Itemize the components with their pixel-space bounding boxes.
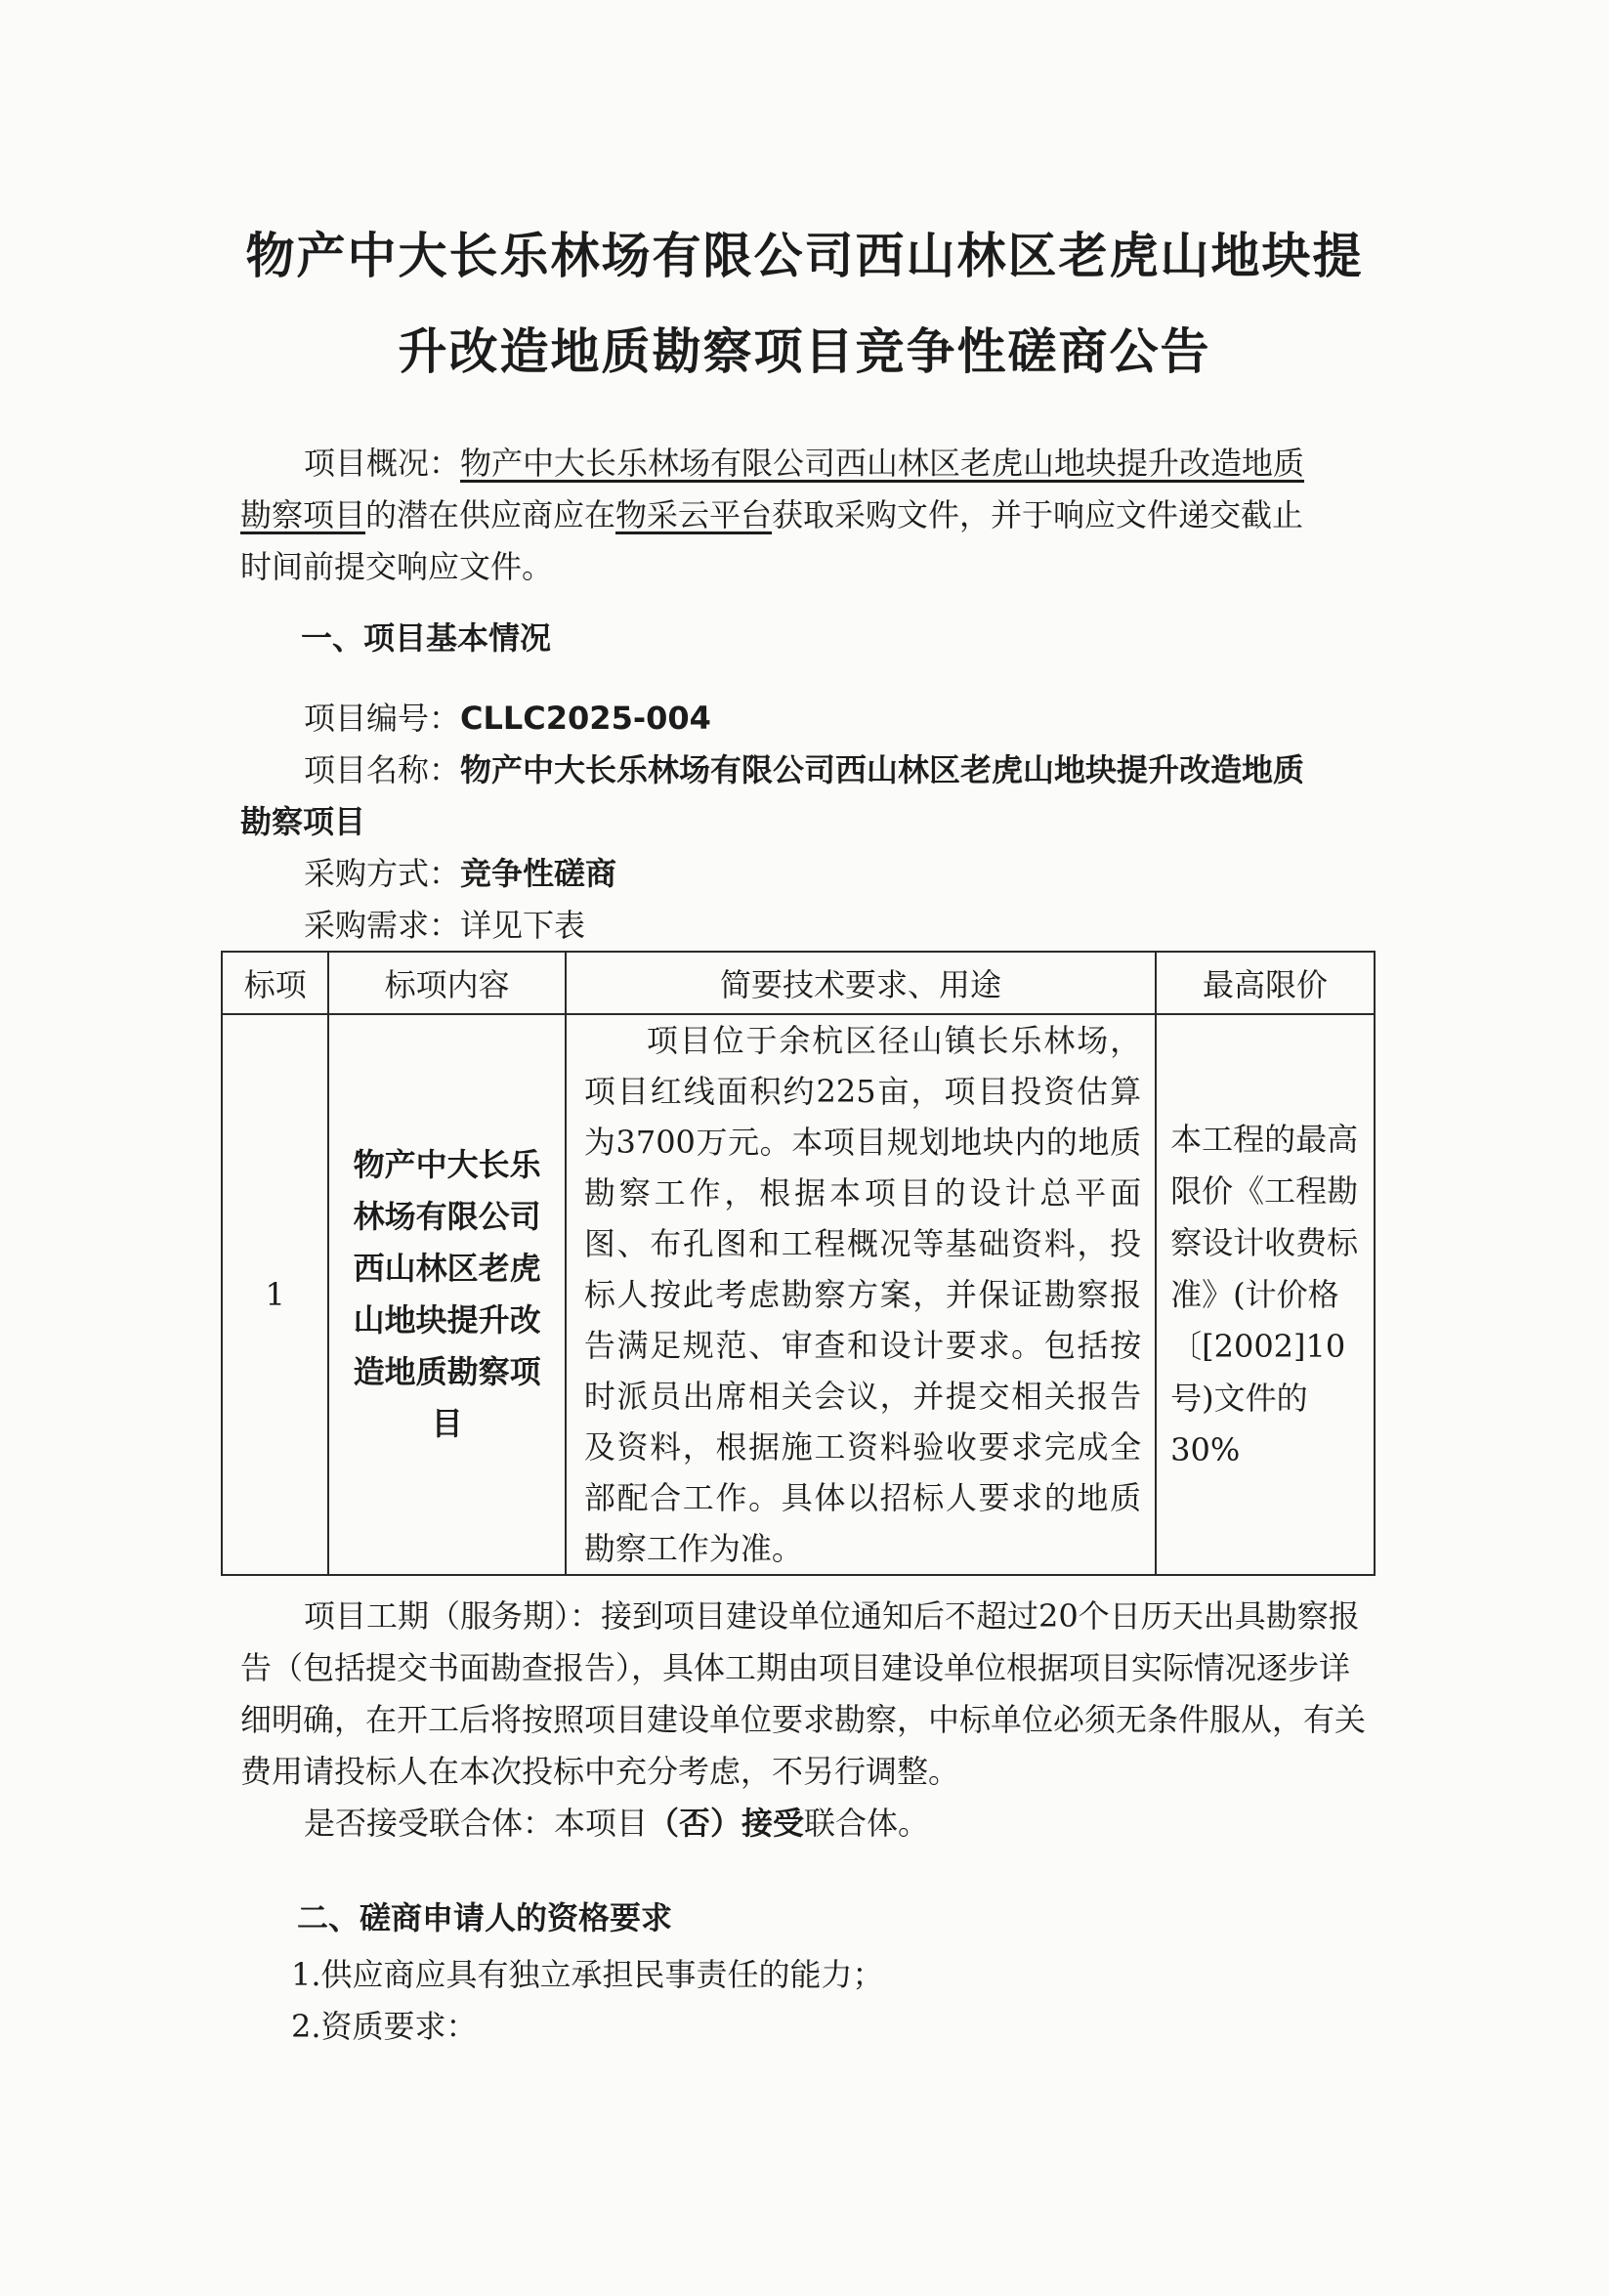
table-header-requirements: 简要技术要求、用途 bbox=[566, 952, 1156, 1014]
lot-content-line: 物产中大长乐 bbox=[353, 1146, 541, 1183]
table-header-content: 标项内容 bbox=[328, 952, 566, 1014]
lot-content bbox=[328, 1014, 566, 1575]
consortium-answer: （否）接受 bbox=[648, 1805, 805, 1842]
table-row bbox=[222, 1014, 1375, 1575]
procurement-demand bbox=[304, 900, 1437, 952]
project-number-value: CLLC2025-004 bbox=[460, 700, 711, 737]
consortium-prefix: 是否接受联合体：本项目 bbox=[304, 1805, 649, 1842]
lot-requirements: 项目位于余杭区径山镇长乐林场，项目红线面积约225亩，项目投资估算为3700万元。本项目规划地块内的地质勘察工作，根据本项目的设计总平面图、布孔图和工程概况等基础资料，投标人按此考虑勘察方案，并保证勘察报告满足规范、审查和设计要求。包括按时派员出席相关会议，并提交相关报告及资料，根据施工资料验收要求完成全部配合工作。具体以招标人要求的地质勘察工作为准。 bbox=[566, 1014, 1156, 1575]
overview-project-link: 物产中大长乐林场有限公司西山林区老虎山地块提升改造地质 bbox=[460, 445, 1305, 482]
procurement-table bbox=[221, 951, 1376, 1576]
project-number bbox=[304, 693, 1437, 744]
project-name-label: 项目名称： bbox=[304, 751, 461, 788]
project-name-value: 物产中大长乐林场有限公司西山林区老虎山地块提升改造地质 bbox=[460, 751, 1305, 788]
service-period-line-2: 告（包括提交书面勘查报告），具体工期由项目建设单位根据项目实际情况逐步详 bbox=[240, 1649, 1351, 1686]
overview-project-link-cont: 勘察项目 bbox=[240, 496, 366, 533]
lot-content-line: 西山林区老虎 bbox=[353, 1250, 541, 1287]
lot-content-line: 林场有限公司 bbox=[353, 1198, 541, 1235]
section-2-heading: 二、磋商申请人的资格要求 bbox=[297, 1899, 673, 1936]
consortium bbox=[304, 1798, 1437, 1850]
overview-line-2 bbox=[240, 489, 1374, 541]
table-header-lot: 标项 bbox=[222, 952, 328, 1014]
overview-text-1: 的潜在供应商应在 bbox=[365, 496, 616, 533]
consortium-suffix: 联合体。 bbox=[804, 1805, 930, 1842]
procurement-method bbox=[304, 848, 1437, 900]
document-title-line-1: 物产中大长乐林场有限公司西山林区老虎山地块提 bbox=[245, 228, 1364, 284]
procurement-demand-value: 详见下表 bbox=[460, 907, 586, 944]
project-name-cont: 勘察项目 bbox=[240, 803, 366, 840]
procurement-demand-label: 采购需求： bbox=[304, 907, 461, 944]
lot-number: 1 bbox=[222, 1014, 328, 1575]
lot-content-line: 造地质勘察项 bbox=[353, 1353, 541, 1390]
overview-label: 项目概况： bbox=[304, 445, 461, 482]
service-period-line-1: 项目工期（服务期）：接到项目建设单位通知后不超过20个日历天出具勘察报 bbox=[304, 1597, 1360, 1635]
overview-line-3: 时间前提交响应文件。 bbox=[240, 548, 554, 585]
service-period-line-4: 费用请投标人在本次投标中充分考虑，不另行调整。 bbox=[240, 1753, 960, 1790]
qualification-item-1: 1.供应商应具有独立承担民事责任的能力； bbox=[291, 1956, 884, 1993]
project-name bbox=[304, 744, 1437, 796]
lot-max-price: 本工程的最高限价《工程勘察设计收费标准》(计价格〔[2002]10号)文件的30% bbox=[1156, 1014, 1375, 1575]
procurement-method-value: 竞争性磋商 bbox=[460, 855, 617, 892]
section-1-heading: 一、项目基本情况 bbox=[301, 619, 552, 657]
table-header-max-price: 最高限价 bbox=[1156, 952, 1375, 1014]
qualification-item-2: 2.资质要求： bbox=[291, 2008, 478, 2045]
table-header-row bbox=[222, 952, 1375, 1014]
overview-paragraph bbox=[304, 438, 1437, 489]
document-title-line-2: 升改造地质勘察项目竞争性磋商公告 bbox=[398, 323, 1211, 380]
lot-content-line: 目 bbox=[431, 1405, 463, 1442]
project-number-label: 项目编号： bbox=[304, 700, 461, 737]
overview-text-2: 获取采购文件，并于响应文件递交截止 bbox=[772, 496, 1304, 533]
lot-content-line: 山地块提升改 bbox=[353, 1301, 541, 1339]
service-period-line-3: 细明确，在开工后将按照项目建设单位要求勘察，中标单位必须无条件服从，有关 bbox=[240, 1701, 1367, 1738]
platform-link: 物采云平台 bbox=[615, 496, 773, 533]
procurement-method-label: 采购方式： bbox=[304, 855, 461, 892]
